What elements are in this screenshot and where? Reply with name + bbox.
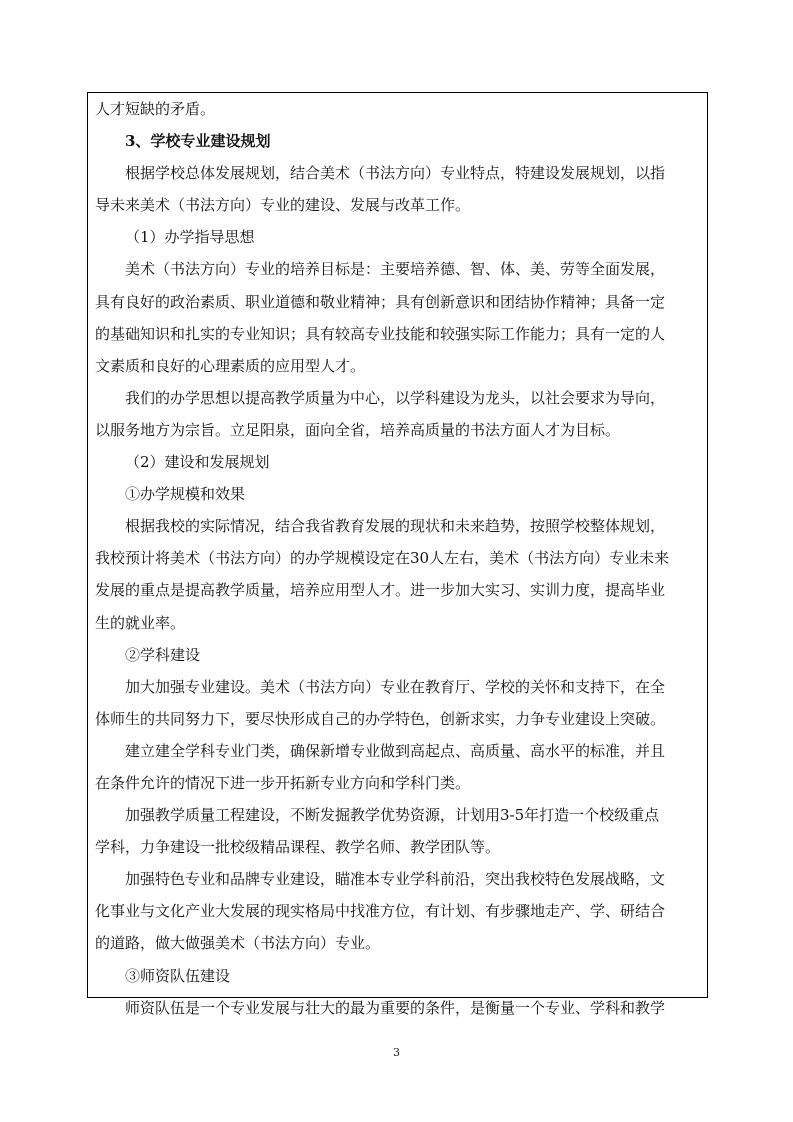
text-line: 具有良好的政治素质、职业道德和敬业精神；具有创新意识和团结协作精神；具备一定	[95, 292, 666, 311]
text-line: 的基础知识和扎实的专业知识；具有较高专业技能和较强实际工作能力；具有一定的人	[95, 324, 666, 343]
text-line: 发展的重点是提高教学质量，培养应用型人才。进一步加大实习、实训力度，提高毕业	[95, 581, 666, 600]
text-line: 以服务地方为宗旨。立足阳泉，面向全省，培养高质量的书法方面人才为目标。	[95, 420, 621, 439]
text-line: （2）建设和发展规划	[125, 453, 270, 472]
text-line: 建立建全学科专业门类，确保新增专业做到高起点、高质量、高水平的标准，并且	[125, 741, 666, 760]
text-line: 根据学校总体发展规划，结合美术（书法方向）专业特点，特建设发展规划，以指	[125, 164, 666, 183]
text-line: 化事业与文化产业大发展的现实格局中找准方位，有计划、有步骤地走产、学、研结合	[95, 902, 666, 921]
text-line: 根据我校的实际情况，结合我省教育发展的现状和未来趋势，按照学校整体规划，	[125, 517, 666, 536]
text-line: 师资队伍是一个专业发展与壮大的最为重要的条件，是衡量一个专业、学科和教学	[125, 998, 666, 1017]
text-line: 导未来美术（书法方向）专业的建设、发展与改革工作。	[95, 196, 471, 215]
text-line: （1）办学指导思想	[125, 228, 255, 247]
text-line: 我校预计将美术（书法方向）的办学规模设定在30人左右，美术（书法方向）专业未来	[95, 549, 670, 568]
text-line: 生的就业率。	[95, 613, 186, 632]
text-line: 美术（书法方向）专业的培养目标是：主要培养德、智、体、美、劳等全面发展，	[125, 260, 666, 279]
section-heading: 3、学校专业建设规划	[125, 132, 271, 151]
text-line: ②学科建设	[125, 645, 201, 664]
document-body	[95, 93, 700, 1024]
text-line: ③师资队伍建设	[125, 966, 231, 985]
text-line: 在条件允许的情况下进一步开拓新专业方向和学科门类。	[95, 773, 471, 792]
text-line: 加大加强专业建设。美术（书法方向）专业在教育厅、学校的关怀和支持下，在全	[125, 677, 666, 696]
text-line: 学科，力争建设一批校级精品课程、教学名师、教学团队等。	[95, 838, 501, 857]
text-line: ①办学规模和效果	[125, 485, 246, 504]
page-number: 3	[393, 1046, 400, 1059]
text-line: 加强特色专业和品牌专业建设，瞄准本专业学科前沿，突出我校特色发展战略，文	[125, 870, 666, 889]
content-frame	[87, 92, 708, 1017]
text-line: 人才短缺的矛盾。	[95, 100, 216, 118]
text-line: 的道路，做大做强美术（书法方向）专业。	[95, 934, 381, 953]
text-line: 加强教学质量工程建设，不断发掘教学优势资源，计划用3-5年打造一个校级重点	[125, 806, 660, 825]
text-line: 体师生的共同努力下，要尽快形成自己的办学特色，创新求实，力争专业建设上突破。	[95, 709, 666, 728]
text-line: 我们的办学思想以提高教学质量为中心，以学科建设为龙头，以社会要求为导向，	[125, 388, 666, 407]
text-line: 文素质和良好的心理素质的应用型人才。	[95, 356, 366, 375]
